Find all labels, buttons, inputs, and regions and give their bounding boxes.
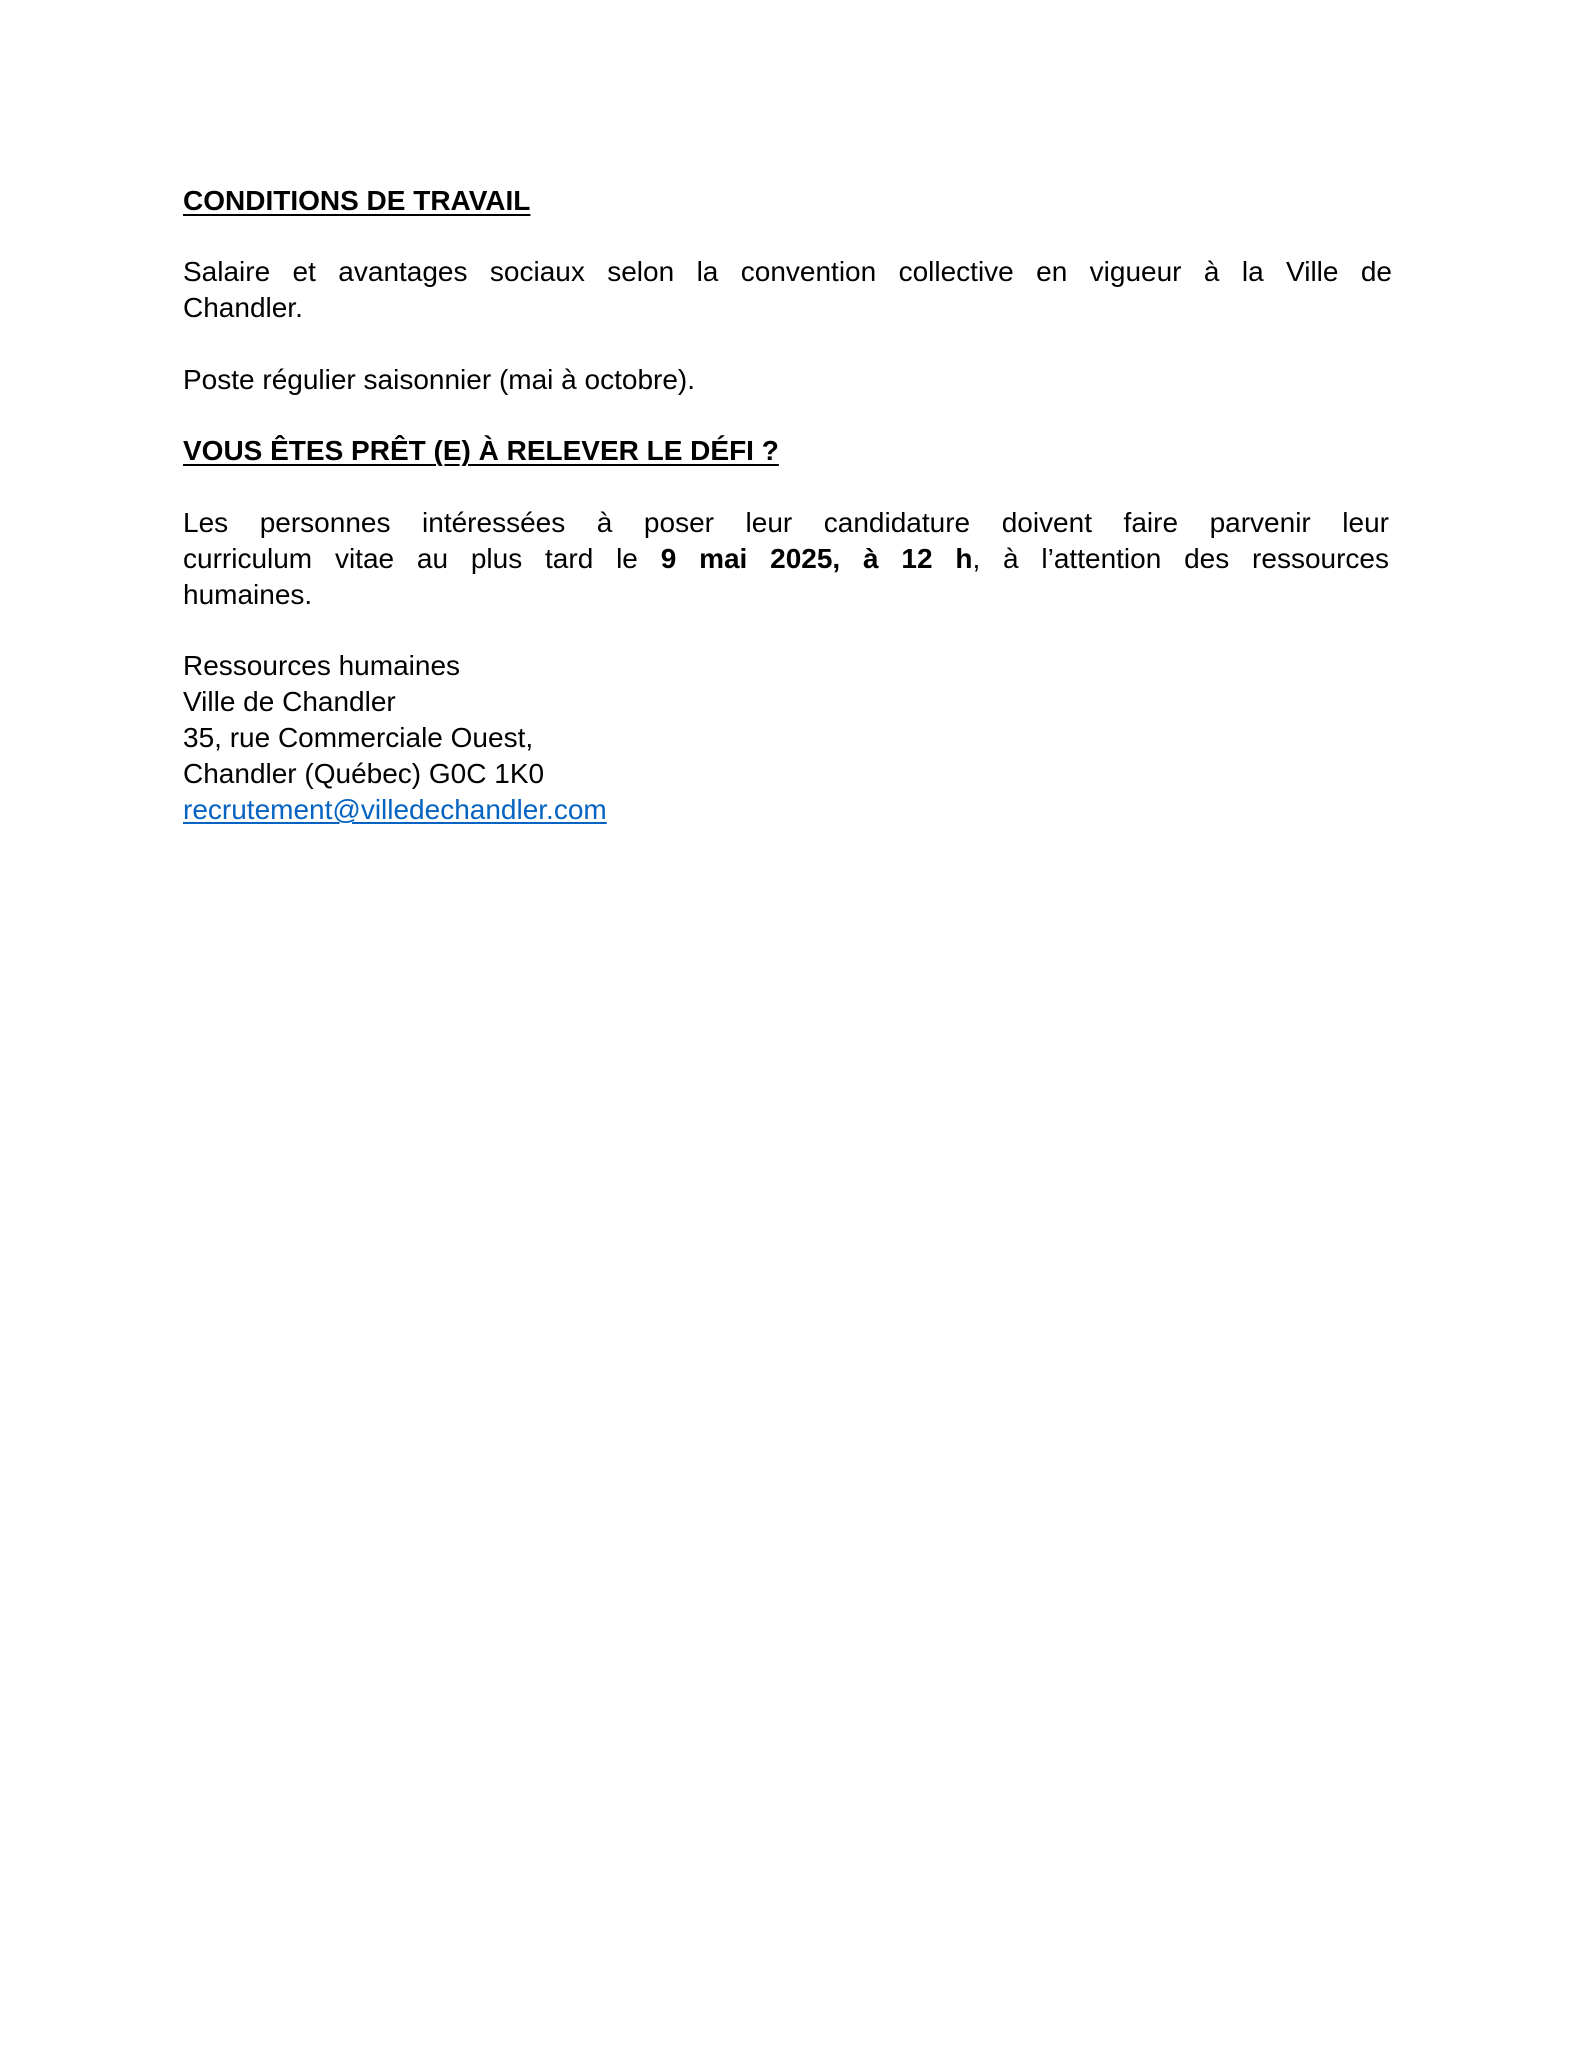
salary-paragraph-line-1: Salaire et avantages sociaux selon la convention collective en vigueur à la Ville de: [183, 256, 1392, 287]
deadline-text: 9 mai 2025, à 12 h: [660, 543, 973, 574]
application-text-start: curriculum vitae au plus tard le: [183, 543, 661, 574]
contact-email-link[interactable]: recrutement@villedechandler.com: [183, 794, 607, 825]
position-type-paragraph: Poste régulier saisonnier (mai à octobre).: [183, 364, 696, 395]
salary-paragraph: [183, 254, 1392, 326]
application-paragraph: [183, 505, 1389, 613]
contact-organization: Ville de Chandler: [183, 686, 396, 717]
application-paragraph-line-2: [183, 541, 1389, 577]
contact-department: Ressources humaines: [183, 650, 461, 681]
application-paragraph-line-3: humaines.: [183, 579, 313, 610]
application-text-end: , à l’attention des ressources: [972, 543, 1389, 574]
application-paragraph-line-1: Les personnes intéressées à poser leur candidature doivent faire parvenir leur: [183, 507, 1389, 538]
conditions-heading: CONDITIONS DE TRAVAIL: [183, 185, 531, 216]
salary-paragraph-line-2: Chandler.: [183, 292, 303, 323]
challenge-heading: VOUS ÊTES PRÊT (E) À RELEVER LE DÉFI ?: [183, 435, 779, 466]
contact-street: 35, rue Commerciale Ouest,: [183, 722, 534, 753]
contact-block: [183, 648, 607, 828]
contact-city: Chandler (Québec) G0C 1K0: [183, 758, 545, 789]
